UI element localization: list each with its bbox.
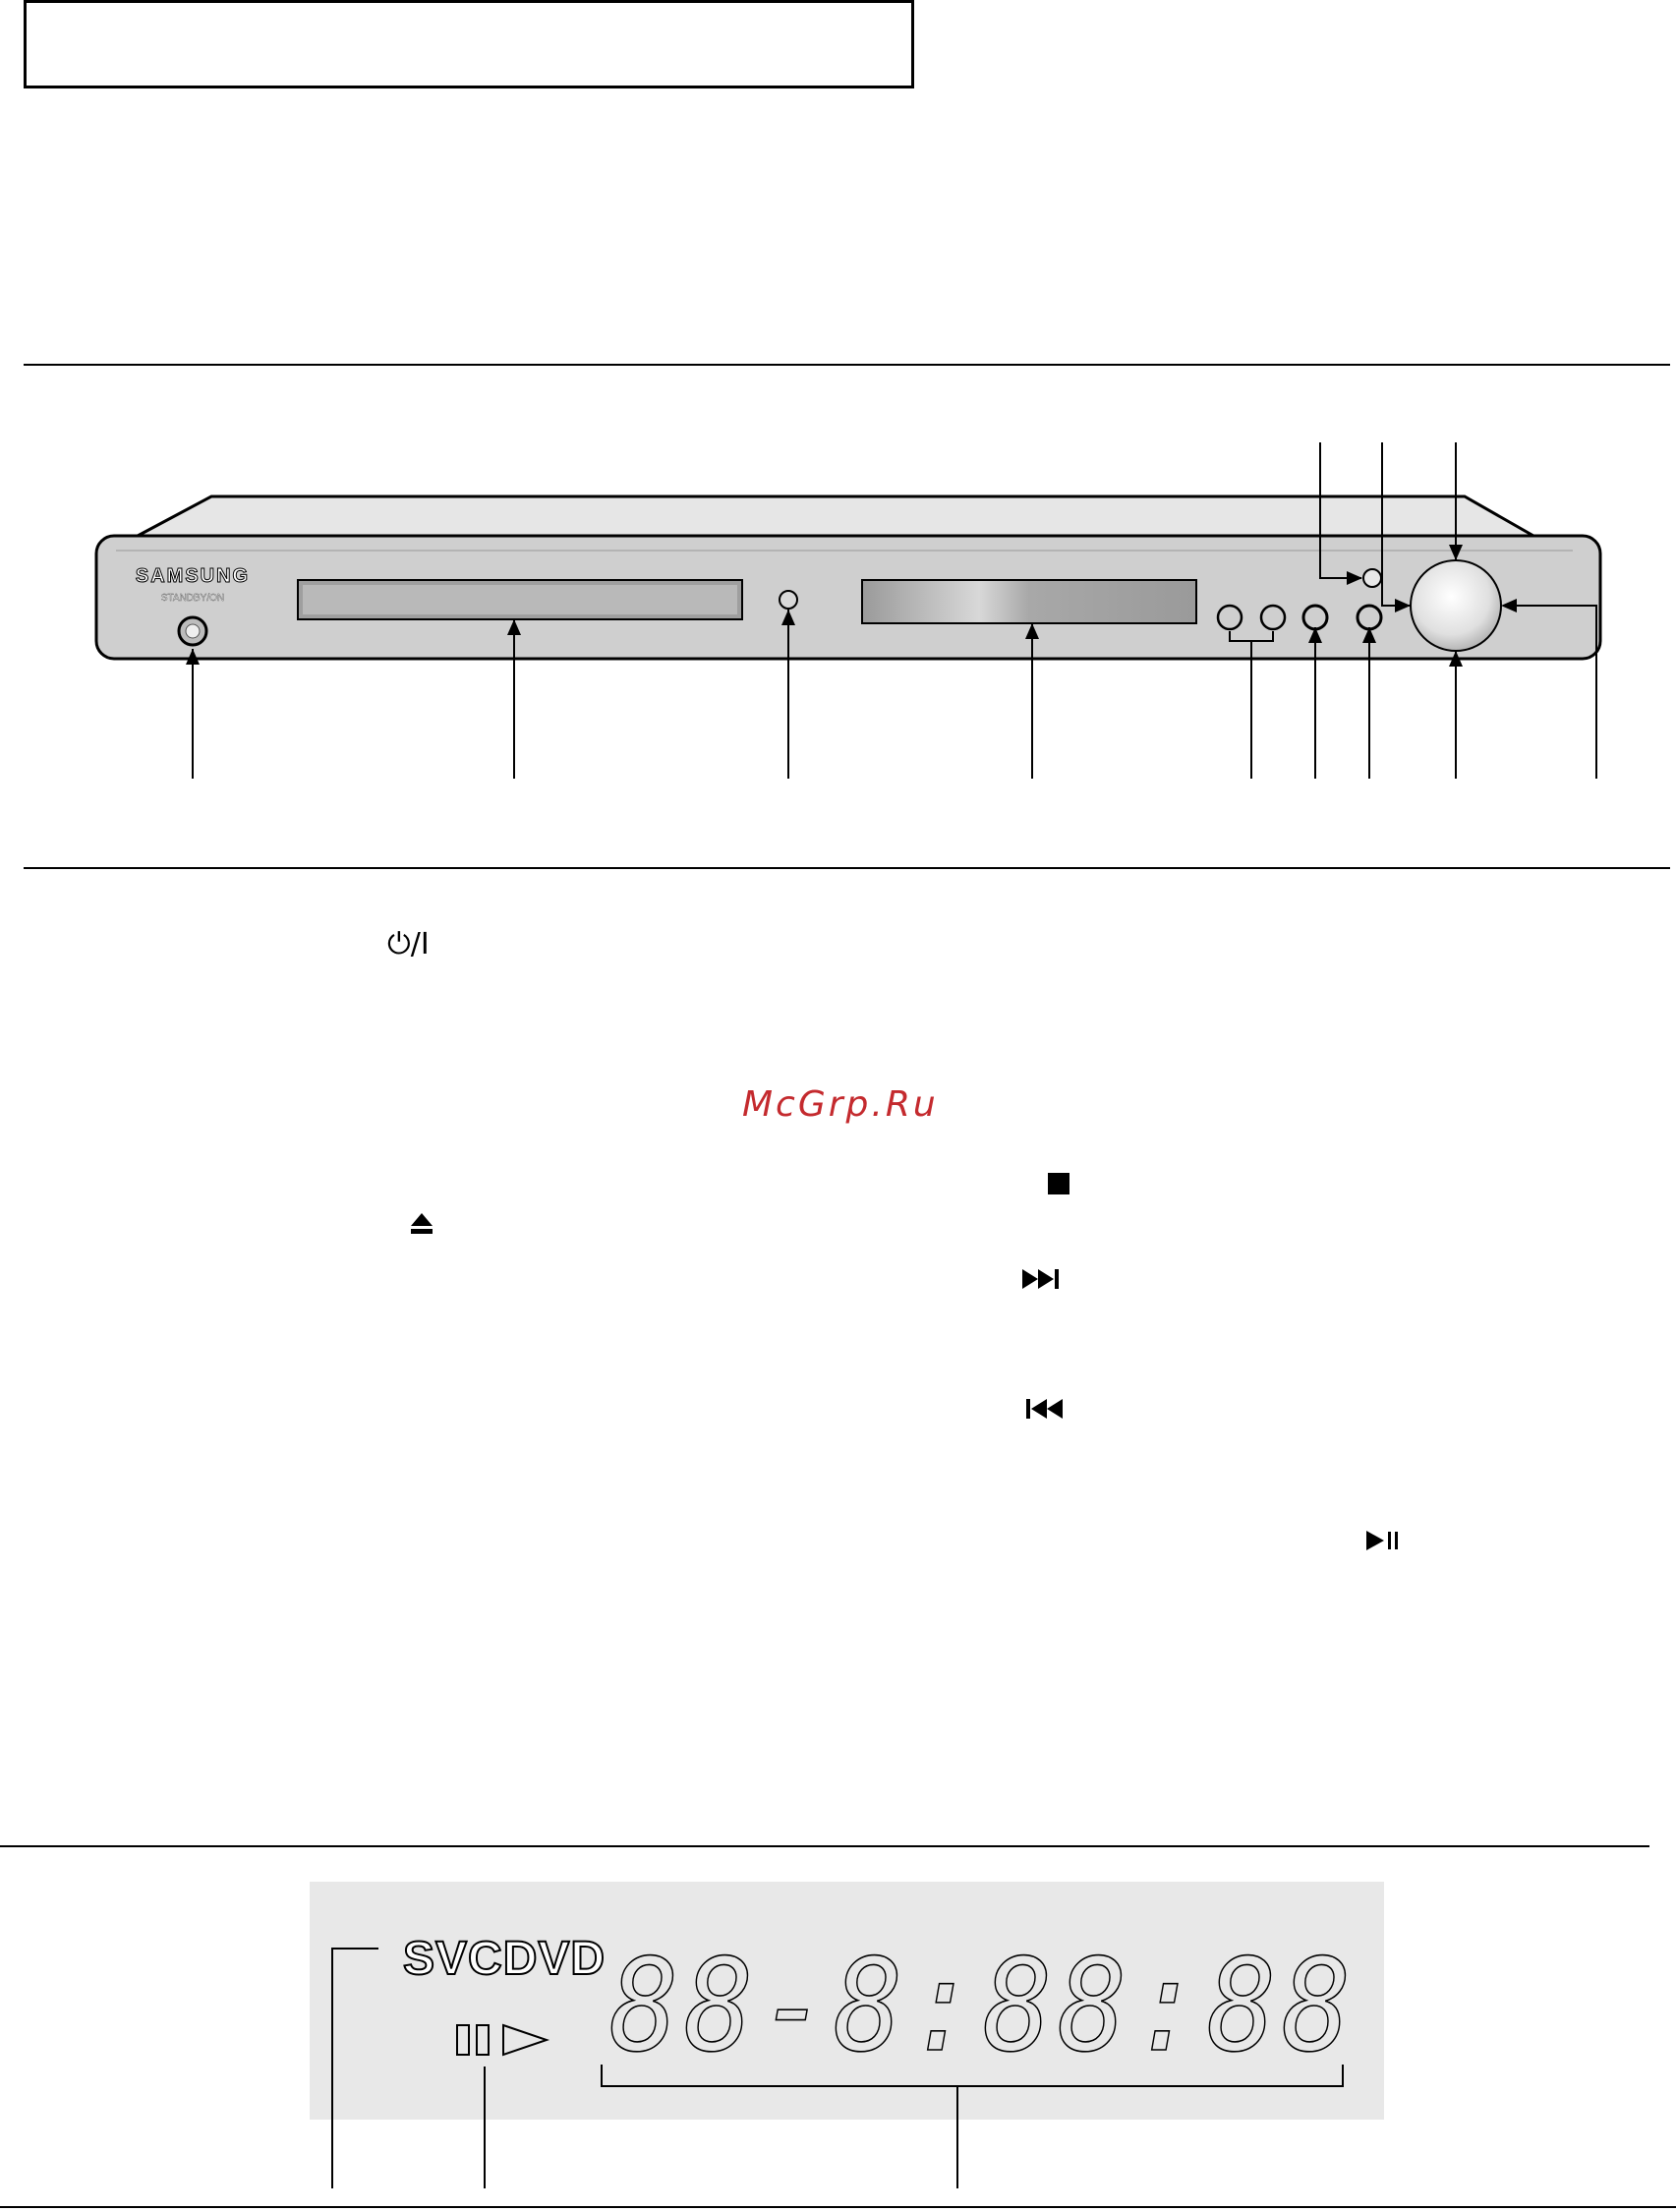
front-display-diagram <box>0 1838 1676 2212</box>
stop-button <box>1303 606 1327 629</box>
remote-sensor <box>1363 569 1381 587</box>
skip-back-button <box>1218 606 1242 629</box>
front-panel-diagram <box>0 413 1676 786</box>
jog-dial <box>1411 560 1501 651</box>
display-window <box>862 580 1196 623</box>
divider-top <box>24 364 1670 366</box>
open-close-button <box>780 591 797 609</box>
disc-type-indicator: SVCDVD <box>403 1933 607 1985</box>
time-digits: 88-8:88:88 <box>609 1931 1357 2080</box>
section-title-box <box>24 0 914 88</box>
standby-label: STANDBY/ON <box>160 593 225 604</box>
power-symbol: ⏻/I <box>387 927 430 961</box>
watermark-text: McGrp.Ru <box>742 1084 939 1125</box>
skip-forward-button <box>1261 606 1285 629</box>
skip-back-icon <box>1024 1397 1064 1421</box>
skip-forward-icon <box>1022 1267 1062 1291</box>
divider-middle <box>24 867 1670 869</box>
panel-top-surface <box>138 496 1533 536</box>
play-pause-button <box>1358 606 1381 629</box>
brand-logo: SAMSUNG <box>135 565 251 587</box>
eject-icon <box>409 1211 434 1235</box>
play-pause-icon <box>1366 1529 1402 1552</box>
stop-icon <box>1048 1173 1069 1194</box>
